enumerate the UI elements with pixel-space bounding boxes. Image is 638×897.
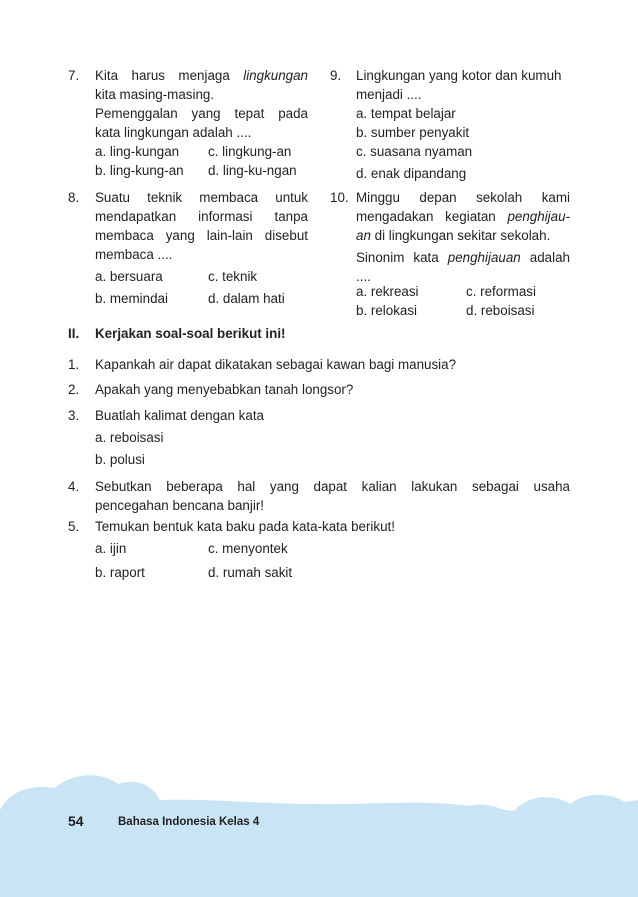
question-text: Buatlah kalimat dengan kata (95, 408, 264, 423)
option-a: a. ijin (95, 541, 127, 556)
question-text-line: Pemenggalan yang tepat pada (95, 106, 308, 121)
section-number: II. (68, 326, 80, 341)
page-number: 54 (68, 813, 84, 829)
option-b: b. raport (95, 565, 145, 580)
option-b: b. ling-kung-an (95, 163, 184, 178)
question-text-line: kata lingkungan adalah .... (95, 125, 252, 140)
option-d: d. rumah sakit (208, 565, 293, 580)
question-text-line: menjadi .... (356, 87, 422, 102)
question-text-line: mengadakan kegiatan penghijau- (356, 209, 570, 224)
option-b: b. relokasi (356, 303, 418, 318)
question-text-line: Lingkungan yang kotor dan kumuh (356, 68, 562, 83)
question-text-line: pencegahan bencana banjir! (95, 498, 265, 513)
option-d: d. dalam hati (208, 291, 285, 306)
option-b: b. polusi (95, 452, 145, 467)
option-a: a. bersuara (95, 269, 163, 284)
option-d: d. ling-ku-ngan (208, 163, 297, 178)
question-text-line: kita masing-masing. (95, 87, 215, 102)
question-number: 3. (68, 408, 80, 423)
question-number: 4. (68, 479, 80, 494)
question-number: 2. (68, 382, 80, 397)
option-b: b. memindai (95, 291, 168, 306)
question-number: 10. (330, 190, 349, 205)
question-text-line: Sinonim kata penghijauan adalah (356, 250, 570, 265)
question-text: Apakah yang menyebabkan tanah longsor? (95, 382, 354, 397)
cloud-shape (0, 775, 638, 897)
question-text-line: membaca .... (95, 247, 173, 262)
question-text-line: an di lingkungan sekitar sekolah. (356, 228, 551, 243)
footer-cloud-decoration (0, 770, 638, 897)
option-c: c. menyontek (208, 541, 288, 556)
option-a: a. reboisasi (95, 430, 164, 445)
question-text: Temukan bentuk kata baku pada kata-kata berikut! (95, 519, 395, 534)
option-a: a. rekreasi (356, 284, 419, 299)
option-b: b. sumber penyakit (356, 125, 470, 140)
question-text: Kapankah air dapat dikatakan sebagai kawan bagi manusia? (95, 357, 457, 372)
question-number: 9. (330, 68, 342, 83)
question-number: 5. (68, 519, 80, 534)
book-title: Bahasa Indonesia Kelas 4 (118, 816, 260, 828)
question-number: 1. (68, 357, 80, 372)
question-text-line: Kita harus menjaga lingkungan (95, 68, 308, 83)
question-text-line: Sebutkan beberapa hal yang dapat kalian lakukan sebagai usaha (95, 479, 570, 494)
section-title: Kerjakan soal-soal berikut ini! (95, 326, 286, 341)
question-text-line: Minggu depan sekolah kami (356, 190, 570, 205)
question-text-line: Suatu teknik membaca untuk (95, 190, 308, 205)
question-text-line: membaca yang lain-lain disebut (95, 228, 308, 243)
question-number: 7. (68, 68, 80, 83)
option-d: d. enak dipandang (356, 166, 467, 181)
option-a: a. ling-kungan (95, 144, 180, 159)
option-a: a. tempat belajar (356, 106, 456, 121)
question-number: 8. (68, 190, 80, 205)
option-c: c. lingkung-an (208, 144, 292, 159)
option-d: d. reboisasi (466, 303, 535, 318)
question-text-line: .... (356, 269, 371, 284)
question-text-line: mendapatkan informasi tanpa (95, 209, 308, 224)
option-c: c. teknik (208, 269, 258, 284)
option-c: c. reformasi (466, 284, 536, 299)
option-c: c. suasana nyaman (356, 144, 473, 159)
